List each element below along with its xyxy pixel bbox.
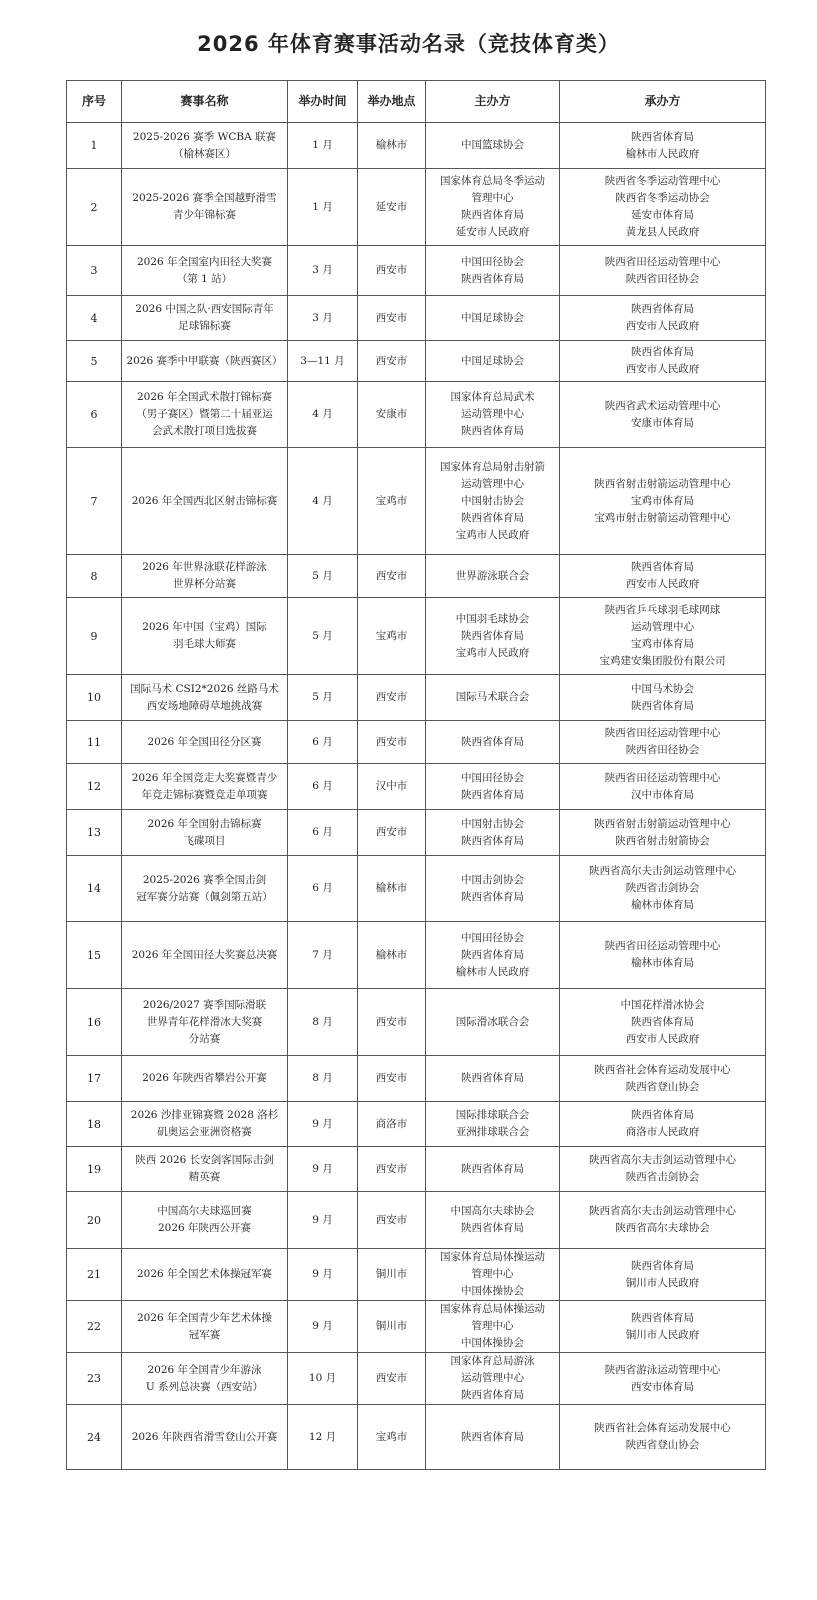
table-row (67, 922, 766, 989)
cell-time: 9 月 (288, 1147, 358, 1192)
table-row (67, 448, 766, 555)
cell-time: 4 月 (288, 448, 358, 555)
cell-organizer: 陕西省田径运动管理中心 陕西省田径协会 (560, 721, 766, 764)
cell-no: 2 (67, 169, 122, 246)
header-host: 主办方 (426, 81, 560, 123)
cell-place: 安康市 (358, 382, 426, 448)
cell-event-name: 2026 年全国田径分区赛 (122, 721, 288, 764)
cell-host: 国家体育总局武术 运动管理中心 陕西省体育局 (426, 382, 560, 448)
cell-event-name: 2026 年全国室内田径大奖赛 （第 1 站） (122, 246, 288, 296)
cell-event-name: 2026 年全国武术散打锦标赛 （男子赛区）暨第二十届亚运 会武术散打项目选拔赛 (122, 382, 288, 448)
cell-host: 国家体育总局体操运动 管理中心 中国体操协会 (426, 1249, 560, 1301)
cell-time: 7 月 (288, 922, 358, 989)
table-row (67, 246, 766, 296)
table-row (67, 598, 766, 675)
cell-place: 延安市 (358, 169, 426, 246)
cell-event-name: 2026 年全国田径大奖赛总决赛 (122, 922, 288, 989)
cell-no: 6 (67, 382, 122, 448)
cell-time: 3 月 (288, 246, 358, 296)
cell-host: 陕西省体育局 (426, 721, 560, 764)
cell-no: 10 (67, 675, 122, 721)
table-row (67, 1192, 766, 1249)
cell-organizer: 陕西省田径运动管理中心 陕西省田径协会 (560, 246, 766, 296)
cell-organizer: 陕西省体育局 榆林市人民政府 (560, 123, 766, 169)
cell-organizer: 陕西省田径运动管理中心 榆林市体育局 (560, 922, 766, 989)
cell-host: 国家体育总局射击射箭 运动管理中心 中国射击协会 陕西省体育局 宝鸡市人民政府 (426, 448, 560, 555)
cell-organizer: 陕西省体育局 西安市人民政府 (560, 555, 766, 598)
cell-host: 陕西省体育局 (426, 1056, 560, 1102)
cell-organizer: 陕西省社会体育运动发展中心 陕西省登山协会 (560, 1056, 766, 1102)
cell-place: 西安市 (358, 341, 426, 382)
cell-place: 西安市 (358, 675, 426, 721)
cell-host: 世界游泳联合会 (426, 555, 560, 598)
cell-time: 6 月 (288, 810, 358, 856)
cell-time: 6 月 (288, 721, 358, 764)
cell-organizer: 陕西省高尔夫击剑运动管理中心 陕西省击剑协会 (560, 1147, 766, 1192)
cell-event-name: 陕西 2026 长安剑客国际击剑 精英赛 (122, 1147, 288, 1192)
cell-organizer: 陕西省田径运动管理中心 汉中市体育局 (560, 764, 766, 810)
table-row (67, 1102, 766, 1147)
cell-time: 6 月 (288, 856, 358, 922)
cell-place: 宝鸡市 (358, 448, 426, 555)
cell-organizer: 陕西省社会体育运动发展中心 陕西省登山协会 (560, 1405, 766, 1470)
cell-host: 中国羽毛球协会 陕西省体育局 宝鸡市人民政府 (426, 598, 560, 675)
cell-no: 8 (67, 555, 122, 598)
cell-no: 20 (67, 1192, 122, 1249)
cell-host: 陕西省体育局 (426, 1405, 560, 1470)
cell-host: 中国高尔夫球协会 陕西省体育局 (426, 1192, 560, 1249)
header-time: 举办时间 (288, 81, 358, 123)
cell-no: 18 (67, 1102, 122, 1147)
cell-no: 15 (67, 922, 122, 989)
cell-event-name: 2026 年全国青少年游泳 U 系列总决赛（西安站） (122, 1353, 288, 1405)
cell-place: 西安市 (358, 296, 426, 341)
cell-organizer: 陕西省体育局 商洛市人民政府 (560, 1102, 766, 1147)
cell-organizer: 陕西省武术运动管理中心 安康市体育局 (560, 382, 766, 448)
cell-time: 8 月 (288, 1056, 358, 1102)
cell-time: 5 月 (288, 555, 358, 598)
cell-place: 西安市 (358, 555, 426, 598)
cell-place: 西安市 (358, 1353, 426, 1405)
cell-no: 17 (67, 1056, 122, 1102)
cell-event-name: 2026 年全国艺术体操冠军赛 (122, 1249, 288, 1301)
cell-host: 中国田径协会 陕西省体育局 榆林市人民政府 (426, 922, 560, 989)
table-row (67, 341, 766, 382)
cell-time: 9 月 (288, 1192, 358, 1249)
cell-organizer: 陕西省射击射箭运动管理中心 陕西省射击射箭协会 (560, 810, 766, 856)
cell-event-name: 2025-2026 赛季全国越野滑雪 青少年锦标赛 (122, 169, 288, 246)
cell-place: 铜川市 (358, 1301, 426, 1353)
cell-no: 12 (67, 764, 122, 810)
cell-time: 3 月 (288, 296, 358, 341)
cell-place: 榆林市 (358, 856, 426, 922)
cell-no: 19 (67, 1147, 122, 1192)
cell-event-name: 2026 年中国（宝鸡）国际 羽毛球大师赛 (122, 598, 288, 675)
cell-place: 西安市 (358, 989, 426, 1056)
cell-place: 西安市 (358, 246, 426, 296)
table-row (67, 721, 766, 764)
cell-no: 7 (67, 448, 122, 555)
cell-place: 铜川市 (358, 1249, 426, 1301)
cell-organizer: 陕西省游泳运动管理中心 西安市体育局 (560, 1353, 766, 1405)
table-row (67, 1147, 766, 1192)
cell-time: 1 月 (288, 123, 358, 169)
cell-host: 国际滑冰联合会 (426, 989, 560, 1056)
cell-place: 宝鸡市 (358, 1405, 426, 1470)
table-row (67, 169, 766, 246)
cell-host: 国家体育总局冬季运动 管理中心 陕西省体育局 延安市人民政府 (426, 169, 560, 246)
cell-event-name: 2026 年陕西省攀岩公开赛 (122, 1056, 288, 1102)
table-row (67, 810, 766, 856)
table-row (67, 1301, 766, 1353)
cell-no: 22 (67, 1301, 122, 1353)
cell-place: 榆林市 (358, 123, 426, 169)
cell-no: 21 (67, 1249, 122, 1301)
cell-host: 国际马术联合会 (426, 675, 560, 721)
cell-organizer: 中国花样滑冰协会 陕西省体育局 西安市人民政府 (560, 989, 766, 1056)
cell-place: 宝鸡市 (358, 598, 426, 675)
cell-no: 23 (67, 1353, 122, 1405)
cell-event-name: 2026 沙排亚锦赛暨 2028 洛杉 矶奥运会亚洲资格赛 (122, 1102, 288, 1147)
cell-no: 1 (67, 123, 122, 169)
cell-event-name: 2025-2026 赛季 WCBA 联赛 （榆林赛区） (122, 123, 288, 169)
table-header-row (67, 81, 766, 123)
cell-event-name: 2026 赛季中甲联赛（陕西赛区） (122, 341, 288, 382)
cell-organizer: 陕西省冬季运动管理中心 陕西省冬季运动协会 延安市体育局 黄龙县人民政府 (560, 169, 766, 246)
cell-event-name: 2026 中国之队·西安国际青年 足球锦标赛 (122, 296, 288, 341)
table-row (67, 1353, 766, 1405)
cell-no: 4 (67, 296, 122, 341)
cell-organizer: 陕西省乒乓球羽毛球网球 运动管理中心 宝鸡市体育局 宝鸡建安集团股份有限公司 (560, 598, 766, 675)
cell-place: 西安市 (358, 1056, 426, 1102)
table-row (67, 1056, 766, 1102)
cell-time: 5 月 (288, 675, 358, 721)
cell-no: 16 (67, 989, 122, 1056)
cell-time: 1 月 (288, 169, 358, 246)
table-row (67, 675, 766, 721)
cell-host: 中国足球协会 (426, 296, 560, 341)
cell-organizer: 陕西省高尔夫击剑运动管理中心 陕西省击剑协会 榆林市体育局 (560, 856, 766, 922)
cell-event-name: 2026 年世界泳联花样游泳 世界杯分站赛 (122, 555, 288, 598)
cell-organizer: 陕西省体育局 铜川市人民政府 (560, 1301, 766, 1353)
cell-time: 9 月 (288, 1249, 358, 1301)
header-event-name: 赛事名称 (122, 81, 288, 123)
cell-no: 3 (67, 246, 122, 296)
table-row (67, 1405, 766, 1470)
cell-event-name: 2026/2027 赛季国际滑联 世界青年花样滑冰大奖赛 分站赛 (122, 989, 288, 1056)
cell-no: 5 (67, 341, 122, 382)
cell-event-name: 2026 年全国西北区射击锦标赛 (122, 448, 288, 555)
cell-event-name: 2026 年全国射击锦标赛 飞碟项目 (122, 810, 288, 856)
cell-time: 4 月 (288, 382, 358, 448)
cell-time: 12 月 (288, 1405, 358, 1470)
table-row (67, 123, 766, 169)
cell-host: 中国田径协会 陕西省体育局 (426, 246, 560, 296)
cell-host: 中国田径协会 陕西省体育局 (426, 764, 560, 810)
table-row (67, 555, 766, 598)
cell-event-name: 2026 年全国竞走大奖赛暨青少 年竞走锦标赛暨竞走单项赛 (122, 764, 288, 810)
cell-event-name: 2026 年全国青少年艺术体操 冠军赛 (122, 1301, 288, 1353)
cell-time: 9 月 (288, 1102, 358, 1147)
cell-event-name: 中国高尔夫球巡回赛 2026 年陕西公开赛 (122, 1192, 288, 1249)
cell-no: 9 (67, 598, 122, 675)
table-row (67, 856, 766, 922)
cell-time: 10 月 (288, 1353, 358, 1405)
table-row (67, 989, 766, 1056)
cell-no: 14 (67, 856, 122, 922)
cell-organizer: 陕西省体育局 西安市人民政府 (560, 341, 766, 382)
table-row (67, 1249, 766, 1301)
cell-organizer: 陕西省体育局 西安市人民政府 (560, 296, 766, 341)
table-row (67, 296, 766, 341)
cell-time: 6 月 (288, 764, 358, 810)
header-place: 举办地点 (358, 81, 426, 123)
cell-host: 陕西省体育局 (426, 1147, 560, 1192)
cell-host: 国家体育总局体操运动 管理中心 中国体操协会 (426, 1301, 560, 1353)
header-no: 序号 (67, 81, 122, 123)
cell-time: 9 月 (288, 1301, 358, 1353)
cell-host: 中国足球协会 (426, 341, 560, 382)
cell-host: 中国击剑协会 陕西省体育局 (426, 856, 560, 922)
cell-time: 5 月 (288, 598, 358, 675)
cell-place: 榆林市 (358, 922, 426, 989)
cell-place: 西安市 (358, 810, 426, 856)
cell-time: 8 月 (288, 989, 358, 1056)
cell-no: 11 (67, 721, 122, 764)
cell-organizer: 中国马术协会 陕西省体育局 (560, 675, 766, 721)
cell-organizer: 陕西省高尔夫击剑运动管理中心 陕西省高尔夫球协会 (560, 1192, 766, 1249)
cell-host: 中国射击协会 陕西省体育局 (426, 810, 560, 856)
events-table (66, 80, 766, 1470)
cell-place: 西安市 (358, 721, 426, 764)
cell-host: 中国篮球协会 (426, 123, 560, 169)
cell-organizer: 陕西省体育局 铜川市人民政府 (560, 1249, 766, 1301)
table-row (67, 764, 766, 810)
cell-no: 24 (67, 1405, 122, 1470)
cell-place: 西安市 (358, 1147, 426, 1192)
cell-place: 西安市 (358, 1192, 426, 1249)
header-organizer: 承办方 (560, 81, 766, 123)
cell-event-name: 2025-2026 赛季全国击剑 冠军赛分站赛（佩剑第五站） (122, 856, 288, 922)
cell-no: 13 (67, 810, 122, 856)
cell-place: 商洛市 (358, 1102, 426, 1147)
cell-event-name: 2026 年陕西省滑雪登山公开赛 (122, 1405, 288, 1470)
page-title: 2026 年体育赛事活动名录（竞技体育类） (197, 32, 620, 56)
cell-time: 3—11 月 (288, 341, 358, 382)
cell-organizer: 陕西省射击射箭运动管理中心 宝鸡市体育局 宝鸡市射击射箭运动管理中心 (560, 448, 766, 555)
cell-host: 国际排球联合会 亚洲排球联合会 (426, 1102, 560, 1147)
table-row (67, 382, 766, 448)
cell-event-name: 国际马术 CSI2*2026 丝路马术 西安场地障碍草地挑战赛 (122, 675, 288, 721)
cell-place: 汉中市 (358, 764, 426, 810)
cell-host: 国家体育总局游泳 运动管理中心 陕西省体育局 (426, 1353, 560, 1405)
